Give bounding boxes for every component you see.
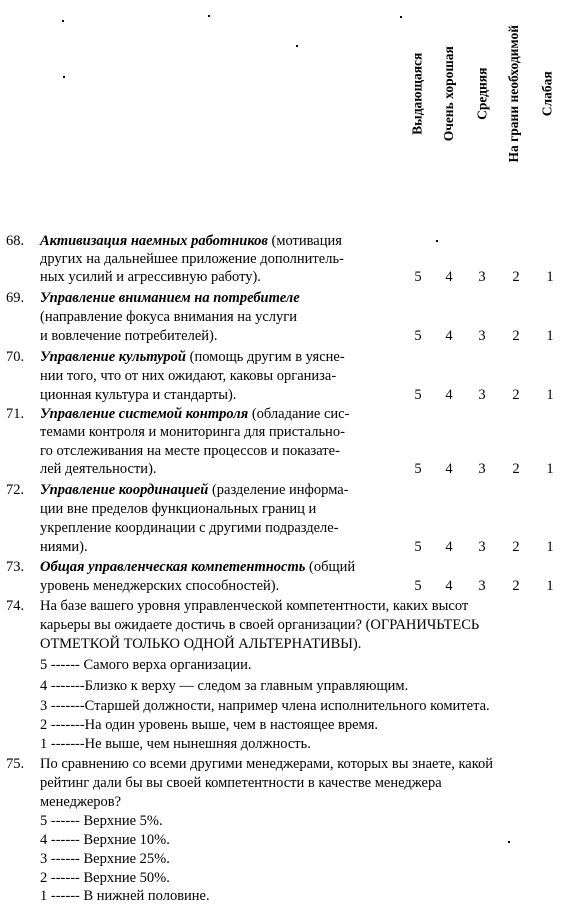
scale-header-5: Выдающаяся — [409, 52, 425, 135]
answer-option: 3 -------Старшей должности, например члена исполнительного комитета. — [40, 698, 490, 714]
answer-option: 5 ------ Верхние 5%. — [40, 813, 163, 829]
scan-speck — [508, 841, 510, 843]
question-text: рейтинг дали бы вы своей компетентности в качестве менеджера — [40, 775, 442, 791]
score-5: 5 — [414, 328, 422, 344]
score-4: 4 — [445, 578, 453, 594]
item-line: ции вне пределов функциональных границ и — [40, 501, 317, 517]
score-3: 3 — [478, 461, 486, 477]
item-number: 71. — [6, 406, 25, 422]
answer-option: 2 ------ Верхние 50%. — [40, 870, 170, 886]
item-line: других на дальнейшее приложение дополнитель- — [40, 251, 344, 267]
item-line: и вовлечение потребителей). — [40, 328, 218, 344]
score-1: 1 — [546, 578, 554, 594]
score-4: 4 — [445, 269, 453, 285]
scan-speck — [436, 240, 438, 242]
item-line — [40, 290, 300, 307]
item-number: 69. — [6, 290, 25, 306]
score-1: 1 — [546, 328, 554, 344]
score-5: 5 — [414, 539, 422, 555]
score-3: 3 — [478, 387, 486, 403]
item-line: Активизация наемных работников (мотивация — [40, 233, 342, 249]
answer-option: 3 ------ Верхние 25%. — [40, 851, 170, 867]
scale-header-3: Средняя — [474, 67, 490, 120]
score-1: 1 — [546, 387, 554, 403]
score-5: 5 — [414, 269, 422, 285]
answer-option: 2 -------На один уровень выше, чем в настоящее время. — [40, 717, 379, 733]
item-title: Активизация наемных работников — [40, 233, 268, 249]
scale-header-4: Очень хорошая — [441, 45, 457, 142]
item-line: Управление системой контроля (обладание сис- — [40, 406, 350, 422]
item-line: нии того, что от них ожидают, каковы организа- — [40, 368, 337, 384]
item-title: Управление координацией — [40, 482, 209, 498]
score-2: 2 — [512, 269, 520, 285]
item-line: Общая управленческая компетентность (общий — [40, 559, 356, 575]
score-5: 5 — [414, 578, 422, 594]
answer-option: 4 ------ Верхние 10%. — [40, 832, 170, 848]
item-line: темами контроля и мониторинга для пристально- — [40, 424, 345, 440]
item-number: 70. — [6, 349, 25, 365]
score-5: 5 — [414, 461, 422, 477]
question-text: менеджеров? — [40, 794, 122, 810]
item-line: ных усилий и агрессивную работу). — [40, 269, 261, 285]
item-line: ниями). — [40, 539, 88, 555]
question-text: На базе вашего уровня управленческой компетентности, каких высот — [40, 598, 469, 614]
scan-speck — [208, 15, 210, 17]
item-line: ционная культура и стандарты). — [40, 387, 237, 403]
score-2: 2 — [512, 578, 520, 594]
score-2: 2 — [512, 387, 520, 403]
scale-header-1: Слабая — [539, 71, 555, 116]
answer-option: 1 -------Не выше, чем нынешняя должность. — [40, 736, 311, 752]
score-4: 4 — [445, 539, 453, 555]
answer-option: 1 ------ В нижней половине. — [40, 888, 210, 904]
question-text: По сравнению со всеми другими менеджерами, которых вы знаете, какой — [40, 756, 494, 772]
scan-speck — [63, 76, 65, 78]
item-line: Управление координацией (разделение информа- — [40, 482, 349, 498]
answer-option: 5 ------ Самого верха организации. — [40, 657, 252, 673]
item-line: Управление культурой (помощь другим в уясне- — [40, 349, 345, 365]
answer-option: 4 -------Близко к верху — следом за главным управляющим. — [40, 678, 409, 694]
scan-speck — [400, 16, 402, 18]
scan-speck — [296, 45, 298, 47]
score-4: 4 — [445, 461, 453, 477]
score-2: 2 — [512, 328, 520, 344]
question-number: 74. — [6, 598, 25, 614]
item-line: укрепление координации с другими подразделе- — [40, 520, 339, 536]
score-4: 4 — [445, 328, 453, 344]
item-line: лей деятельности). — [40, 461, 157, 477]
question-text: ОТМЕТКОЙ ТОЛЬКО ОДНОЙ АЛЬТЕРНАТИВЫ). — [40, 636, 362, 652]
item-line: уровень менеджерских способностей). — [40, 578, 280, 594]
item-title: Управление системой контроля — [40, 406, 249, 422]
item-title: Управление культурой — [40, 349, 186, 365]
scan-speck — [62, 20, 64, 22]
item-number: 68. — [6, 233, 25, 249]
scale-header-2: На грани необходимой — [506, 24, 522, 163]
score-1: 1 — [546, 461, 554, 477]
score-3: 3 — [478, 328, 486, 344]
score-4: 4 — [445, 387, 453, 403]
question-number: 75. — [6, 756, 25, 772]
score-5: 5 — [414, 387, 422, 403]
item-number: 73. — [6, 559, 25, 575]
score-1: 1 — [546, 269, 554, 285]
item-number: 72. — [6, 482, 25, 498]
item-line: го отслеживания на месте процессов и показате- — [40, 443, 340, 459]
item-line: (направление фокуса внимания на услуги — [40, 309, 297, 325]
score-2: 2 — [512, 461, 520, 477]
score-3: 3 — [478, 578, 486, 594]
score-3: 3 — [478, 269, 486, 285]
score-3: 3 — [478, 539, 486, 555]
item-title: Управление вниманием на потребителе — [40, 290, 300, 306]
item-title: Общая управленческая компетентность — [40, 559, 306, 575]
score-1: 1 — [546, 539, 554, 555]
question-text: карьеры вы ожидаете достичь в своей организации? (ОГРАНИЧЬТЕСЬ — [40, 617, 480, 633]
score-2: 2 — [512, 539, 520, 555]
